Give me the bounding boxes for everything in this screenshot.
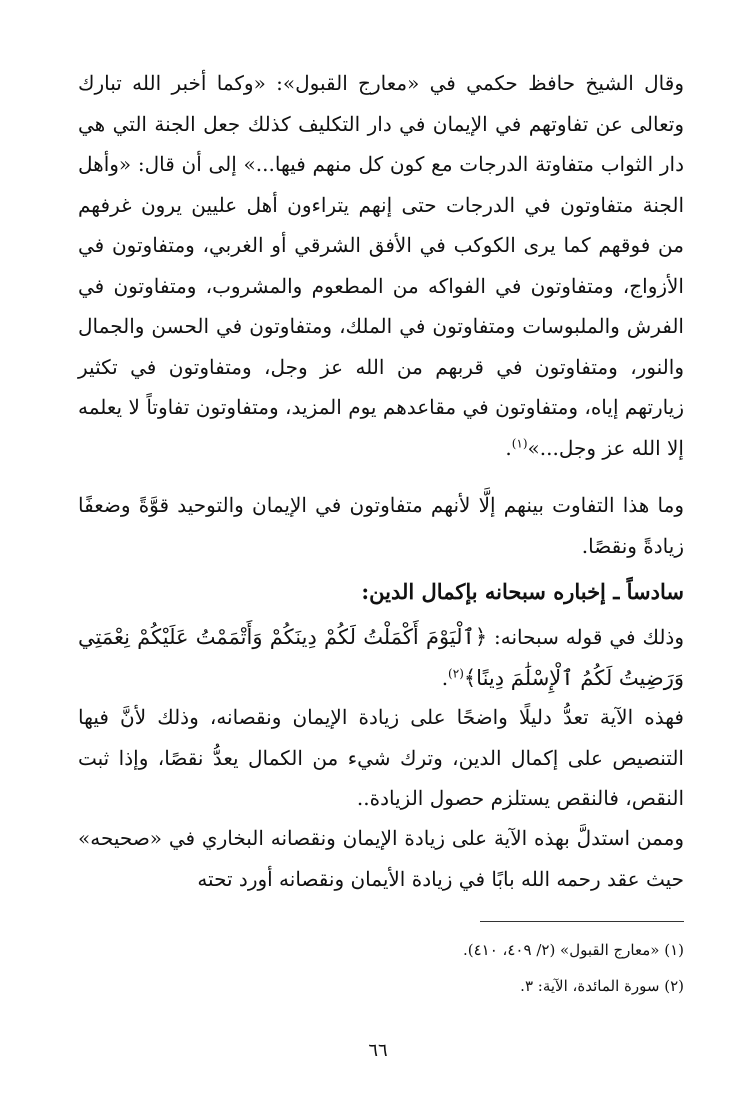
quran-verse: ﴿ٱلْيَوْمَ أَكْمَلْتُ لَكُمْ دِينَكُمْ وَأَتْمَمْتُ عَلَيْكُمْ نِعْمَتِي وَرَضِيتُ لَكُمُ ٱلْإِسْلَٰمَ دِينًا﴾ — [78, 625, 684, 690]
page-number: ٦٦ — [368, 1040, 388, 1061]
footnotes — [78, 932, 684, 1004]
paragraph-end: . — [505, 435, 512, 460]
footnote-separator — [480, 921, 684, 922]
paragraph-end: . — [441, 665, 449, 690]
footnote-ref-2: (٢) — [448, 665, 464, 680]
paragraph-disparity — [78, 485, 684, 566]
paragraph-text: وممن استدلَّ بهذه الآية على زيادة الإيمان ونقصانه البخاري في «صحيحه» حيث عقد رحمه الله بابًا في زيادة الأيمان ونقصانه أورد تحته — [78, 826, 684, 891]
paragraph-hafiz-hakami-quote — [78, 63, 684, 468]
paragraph-text: وما هذا التفاوت بينهم إلَّا لأنهم متفاوتون في الإيمان والتوحيد قوَّةً وضعفًا زيادةً ونقصًا. — [78, 493, 684, 558]
footnote-2: (٢) سورة المائدة، الآية: ٣. — [520, 977, 684, 995]
section-heading: سادساً ـ إخباره سبحانه بإكمال الدين: — [361, 579, 684, 604]
verse-intro: وذلك في قوله سبحانه: — [487, 625, 684, 649]
paragraph-verse-evidence — [78, 697, 684, 819]
paragraph-text: فهذه الآية تعدُّ دليلًا واضحًا على زيادة الإيمان ونقصانه، وذلك لأنَّ فيها التنصيص على إكمال الدين، وترك شيء من الكمال يعدُّ نقصًا، وإذا ثبت النقص، فالنقص يستلزم حصول الزيادة.. — [78, 705, 684, 810]
paragraph-bukhari — [78, 818, 684, 899]
footnote-ref-1: (١) — [511, 435, 528, 450]
paragraph-verse — [78, 617, 684, 698]
footnote-1: (١) «معارج القبول» (٢/ ٤٠٩، ٤١٠). — [462, 941, 684, 959]
paragraph-text: وقال الشيخ حافظ حكمي في «معارج القبول»: «وكما أخبر الله تبارك وتعالى عن تفاوتهم في الإيمان في دار التكليف كذلك جعل الجنة التي هي دار الثواب متفاوتة الدرجات مع كون كل منهم فيها...» إلى أن قال: «وأهل الجنة متفاوتون في الدرجات حتى إنهم يتراءون أهل عليين يرون غرفهم من فوقهم كما يرى الكوكب في الأفق الشرقي أو الغربي، ومتفاوتون في الأزواج، ومتفاوتون في الفواكه من المطعوم والمشروب، ومتفاوتون في الفرش والملبوسات ومتفاوتون في الملك، ومتفاوتون في الحسن والجمال والنور، ومتفاوتون في قربهم من الله عز وجل، ومتفاوتون في تكثير زيارتهم إياه، ومتفاوتون في مقاعدهم يوم المزيد، ومتفاوتون تفاوتاً لا يعلمه إلا الله عز وجل...» — [78, 71, 684, 460]
